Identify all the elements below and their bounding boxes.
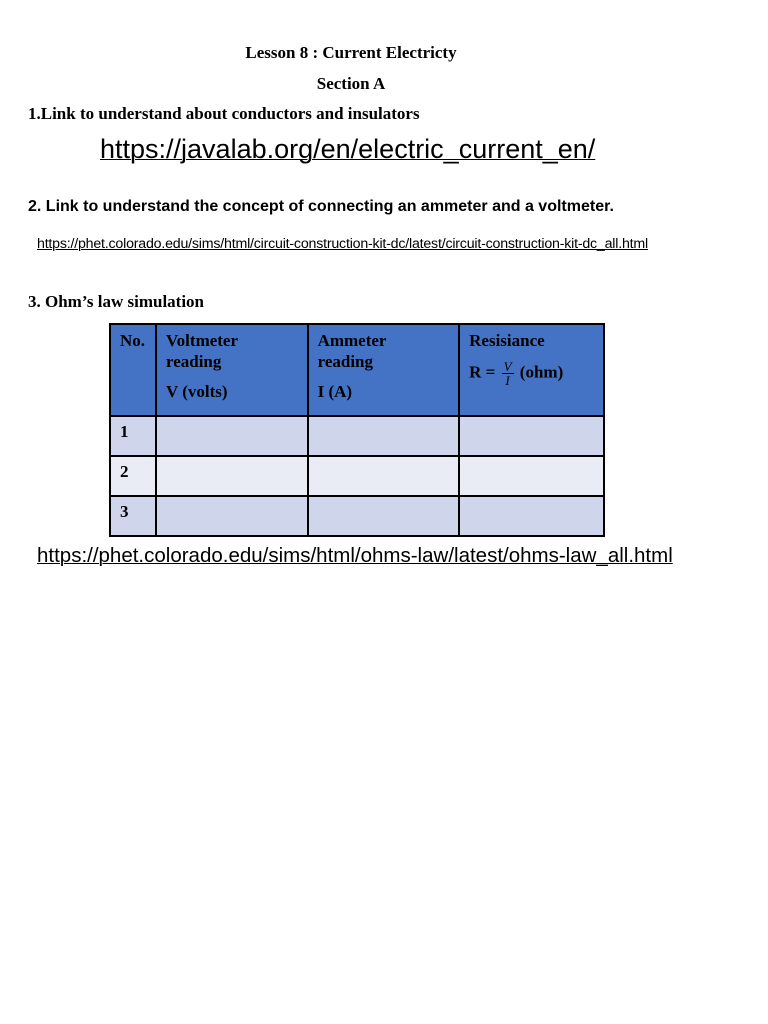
item-2-link[interactable]: https://phet.colorado.edu/sims/html/circuit-construction-kit-dc/latest/circuit-construction-kit-dc_all.html (37, 236, 648, 252)
resistance-cell[interactable] (459, 496, 604, 536)
resistance-formula (469, 360, 594, 387)
header-ammeter-line2: reading (317, 352, 373, 371)
formula-suffix: (ohm) (519, 362, 564, 382)
current-cell[interactable] (308, 456, 460, 496)
table-row (110, 416, 604, 456)
current-cell[interactable] (308, 416, 460, 456)
header-ammeter-line1: Ammeter (317, 331, 387, 350)
ohms-law-table (109, 323, 605, 537)
item-1-heading: 1.Link to understand about conductors and insulators (28, 104, 420, 123)
header-ammeter-unit: I (A) (317, 382, 353, 401)
table-row (110, 496, 604, 536)
header-voltmeter (156, 324, 308, 416)
row-number-cell (110, 416, 156, 456)
item-2-heading: 2. Link to understand the concept of connecting an ammeter and a voltmeter. (28, 198, 614, 215)
voltage-cell[interactable] (156, 496, 308, 536)
section-heading: Section A (316, 74, 386, 93)
formula-numerator: V (503, 359, 512, 374)
row-number-cell (110, 496, 156, 536)
header-no (110, 324, 156, 416)
item-1-link[interactable]: https://javalab.org/en/electric_current_en/ (100, 134, 596, 164)
header-resistance (459, 324, 604, 416)
row-number: 3 (120, 502, 129, 521)
voltage-cell[interactable] (156, 456, 308, 496)
voltage-cell[interactable] (156, 416, 308, 456)
item-3-heading: 3. Ohm’s law simulation (28, 292, 205, 311)
header-no-label: No. (120, 331, 146, 350)
header-ammeter (308, 324, 460, 416)
resistance-cell[interactable] (459, 456, 604, 496)
table-row (110, 456, 604, 496)
row-number: 2 (120, 462, 129, 481)
table-header-row (110, 324, 604, 416)
header-voltmeter-unit: V (volts) (165, 382, 228, 401)
resistance-cell[interactable] (459, 416, 604, 456)
current-cell[interactable] (308, 496, 460, 536)
formula-prefix: R = (469, 362, 496, 382)
header-voltmeter-line1: Voltmeter (165, 331, 239, 350)
document-title: Lesson 8 : Current Electricty (245, 43, 457, 62)
row-number: 1 (120, 422, 129, 441)
header-resistance-line1: Resisiance (469, 331, 545, 350)
item-3-link[interactable]: https://phet.colorado.edu/sims/html/ohms-law/latest/ohms-law_all.html (37, 544, 673, 567)
formula-fraction (502, 360, 514, 387)
header-voltmeter-line2: reading (165, 352, 222, 371)
row-number-cell (110, 456, 156, 496)
formula-denominator: I (505, 373, 510, 388)
